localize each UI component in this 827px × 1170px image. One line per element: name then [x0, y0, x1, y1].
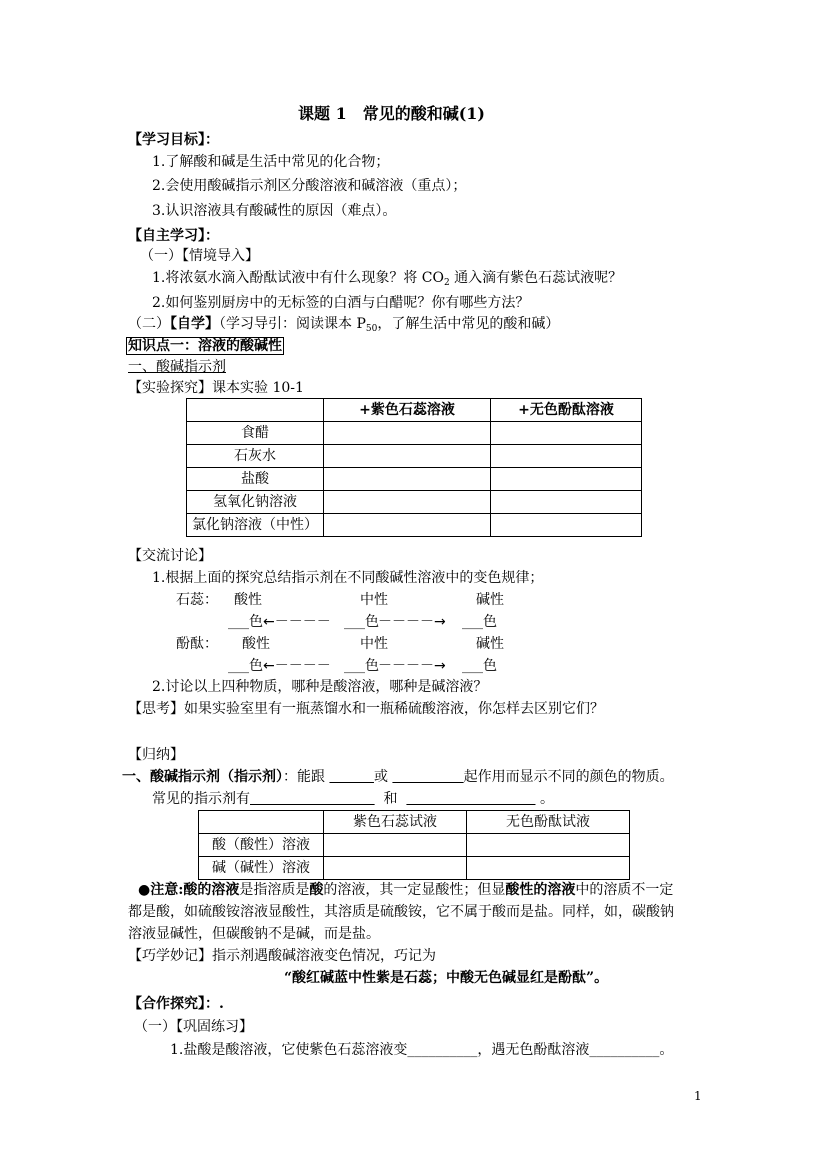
- blank-cell: [491, 422, 642, 445]
- blank-cell: [324, 445, 491, 468]
- blank-cell: [324, 468, 491, 491]
- discussion-q1: 1.根据上面的探究总结指示剂在不同酸碱性溶液中的变色规律；: [152, 570, 544, 586]
- situation-heading: （一）【情境导入】: [140, 248, 259, 264]
- color-blank: ___色: [344, 614, 379, 630]
- phenol-label: 酚酞：: [176, 636, 218, 652]
- table-row: [187, 468, 642, 491]
- bullet-icon: ●: [138, 882, 151, 898]
- table-row: [199, 857, 630, 880]
- table-row: [187, 514, 642, 537]
- blank-cell: [324, 834, 467, 857]
- note-line-2: 都是酸，如硫酸铵溶液显酸性，其溶质是硫酸铵，它不属于酸而是盐。同样，如，碳酸钠: [128, 904, 674, 920]
- blank-cell: [324, 514, 491, 537]
- tip-rhyme: “酸红碱蓝中性紫是石蕊；中酸无色碱显红是酚酞”。: [284, 970, 609, 986]
- arrow-right: －－－－→: [378, 658, 446, 674]
- table-header-cell: [187, 399, 324, 422]
- tip-heading: 【巧学妙记】指示剂遇酸碱溶液变色情况，巧记为: [128, 948, 436, 964]
- table-header-cell: 紫色石蕊试液: [324, 811, 467, 834]
- litmus-label: 石蕊：: [176, 592, 218, 608]
- question-1: 1.将浓氨水滴入酚酞试液中有什么现象？将 $CO_2$ 通入滴有紫色石蕊试液呢？: [152, 270, 623, 288]
- neutral-label: 中性: [360, 636, 388, 652]
- table-header-row: [187, 399, 642, 422]
- blank-cell: [467, 857, 630, 880]
- experiment-heading: 【实验探究】课本实验 10-1: [128, 380, 304, 396]
- discussion-q2: 2.讨论以上四种物质，哪种是酸溶液，哪种是碱溶液？: [152, 679, 488, 695]
- row-label: 酸（酸性）溶液: [199, 834, 324, 857]
- arrow-left: ←－－－－: [263, 614, 331, 630]
- row-label: 氢氧化钠溶液: [187, 491, 324, 514]
- table-header-row: [199, 811, 630, 834]
- color-blank: ___色: [462, 658, 497, 674]
- discussion-heading: 【交流讨论】: [128, 548, 212, 564]
- blank-cell: [324, 491, 491, 514]
- goals-heading: 【学习目标】：: [128, 132, 219, 148]
- coop-heading: 【合作探究】：.: [128, 996, 224, 1012]
- section-indicator: 一、酸碱指示剂: [128, 359, 226, 375]
- self-study-sub2: （二）【自学】（学习导引：阅读课本 $P_{50}$，了解生活中常见的酸和碱）: [128, 316, 560, 334]
- goal-item: 2.会使用酸碱指示剂区分酸溶液和碱溶液（重点）；: [152, 178, 467, 194]
- row-label: 食醋: [187, 422, 324, 445]
- blank-cell: [324, 422, 491, 445]
- arrow-left: ←－－－－: [263, 658, 331, 674]
- table-row: [187, 422, 642, 445]
- row-label: 石灰水: [187, 445, 324, 468]
- summary-table: [198, 810, 630, 880]
- color-blank: ___色: [462, 614, 497, 630]
- blank-cell: [324, 857, 467, 880]
- color-blank: ___色: [228, 614, 263, 630]
- base-label: 碱性: [476, 592, 504, 608]
- table-header-cell: [199, 811, 324, 834]
- question-2: 2.如何鉴别厨房中的无标签的白酒与白醋呢？你有哪些方法？: [152, 295, 530, 311]
- page-title: 课题 1 常见的酸和碱(1): [298, 104, 485, 123]
- self-study-heading: 【自主学习】：: [128, 228, 219, 244]
- blank-cell: [491, 491, 642, 514]
- table-row: [187, 445, 642, 468]
- summary-heading: 【归纳】: [128, 747, 184, 763]
- think-question: 【思考】如果实验室里有一瓶蒸馏水和一瓶稀硫酸溶液，你怎样去区别它们？: [128, 701, 604, 717]
- note-line-1: ●注意:酸的溶液是指溶质是酸的溶液，其一定显酸性；但显酸性的溶液中的溶质不一定: [138, 882, 674, 898]
- acid-label: 酸性: [234, 592, 262, 608]
- experiment-table: [186, 398, 642, 537]
- blank-cell: [467, 834, 630, 857]
- table-row: [199, 834, 630, 857]
- arrow-right: －－－－→: [378, 614, 446, 630]
- base-label: 碱性: [476, 636, 504, 652]
- row-label: 氯化钠溶液（中性）: [187, 514, 324, 537]
- table-header-cell: 无色酚酞试液: [467, 811, 630, 834]
- row-label: 盐酸: [187, 468, 324, 491]
- practice-q1: 1.盐酸是酸溶液，它使紫色石蕊溶液变__________，遇无色酚酞溶液__________。: [170, 1042, 674, 1058]
- summary-line-2: 常见的指示剂有 和 。: [152, 791, 554, 807]
- blank-cell: [491, 514, 642, 537]
- color-blank: ___色: [344, 658, 379, 674]
- blank-cell: [491, 445, 642, 468]
- knowledge-point-1: 知识点一：溶液的酸碱性: [128, 338, 282, 354]
- row-label: 碱（碱性）溶液: [199, 857, 324, 880]
- blank-cell: [491, 468, 642, 491]
- goal-item: 3.认识溶液具有酸碱性的原因（难点）。: [152, 203, 397, 219]
- color-blank: ___色: [228, 658, 263, 674]
- summary-line-1: 一、酸碱指示剂（指示剂）：能跟 或 起作用而显示不同的颜色的物质。: [122, 769, 674, 785]
- acid-label: 酸性: [242, 636, 270, 652]
- practice-heading: （一）【巩固练习】: [134, 1019, 253, 1035]
- table-header-cell: +无色酚酞溶液: [491, 399, 642, 422]
- neutral-label: 中性: [360, 592, 388, 608]
- goal-item: 1.了解酸和碱是生活中常见的化合物；: [152, 154, 390, 170]
- page-number: 1: [694, 1089, 702, 1103]
- table-header-cell: +紫色石蕊溶液: [324, 399, 491, 422]
- table-row: [187, 491, 642, 514]
- note-line-3: 溶液显碱性，但碳酸钠不是碱，而是盐。: [128, 926, 380, 942]
